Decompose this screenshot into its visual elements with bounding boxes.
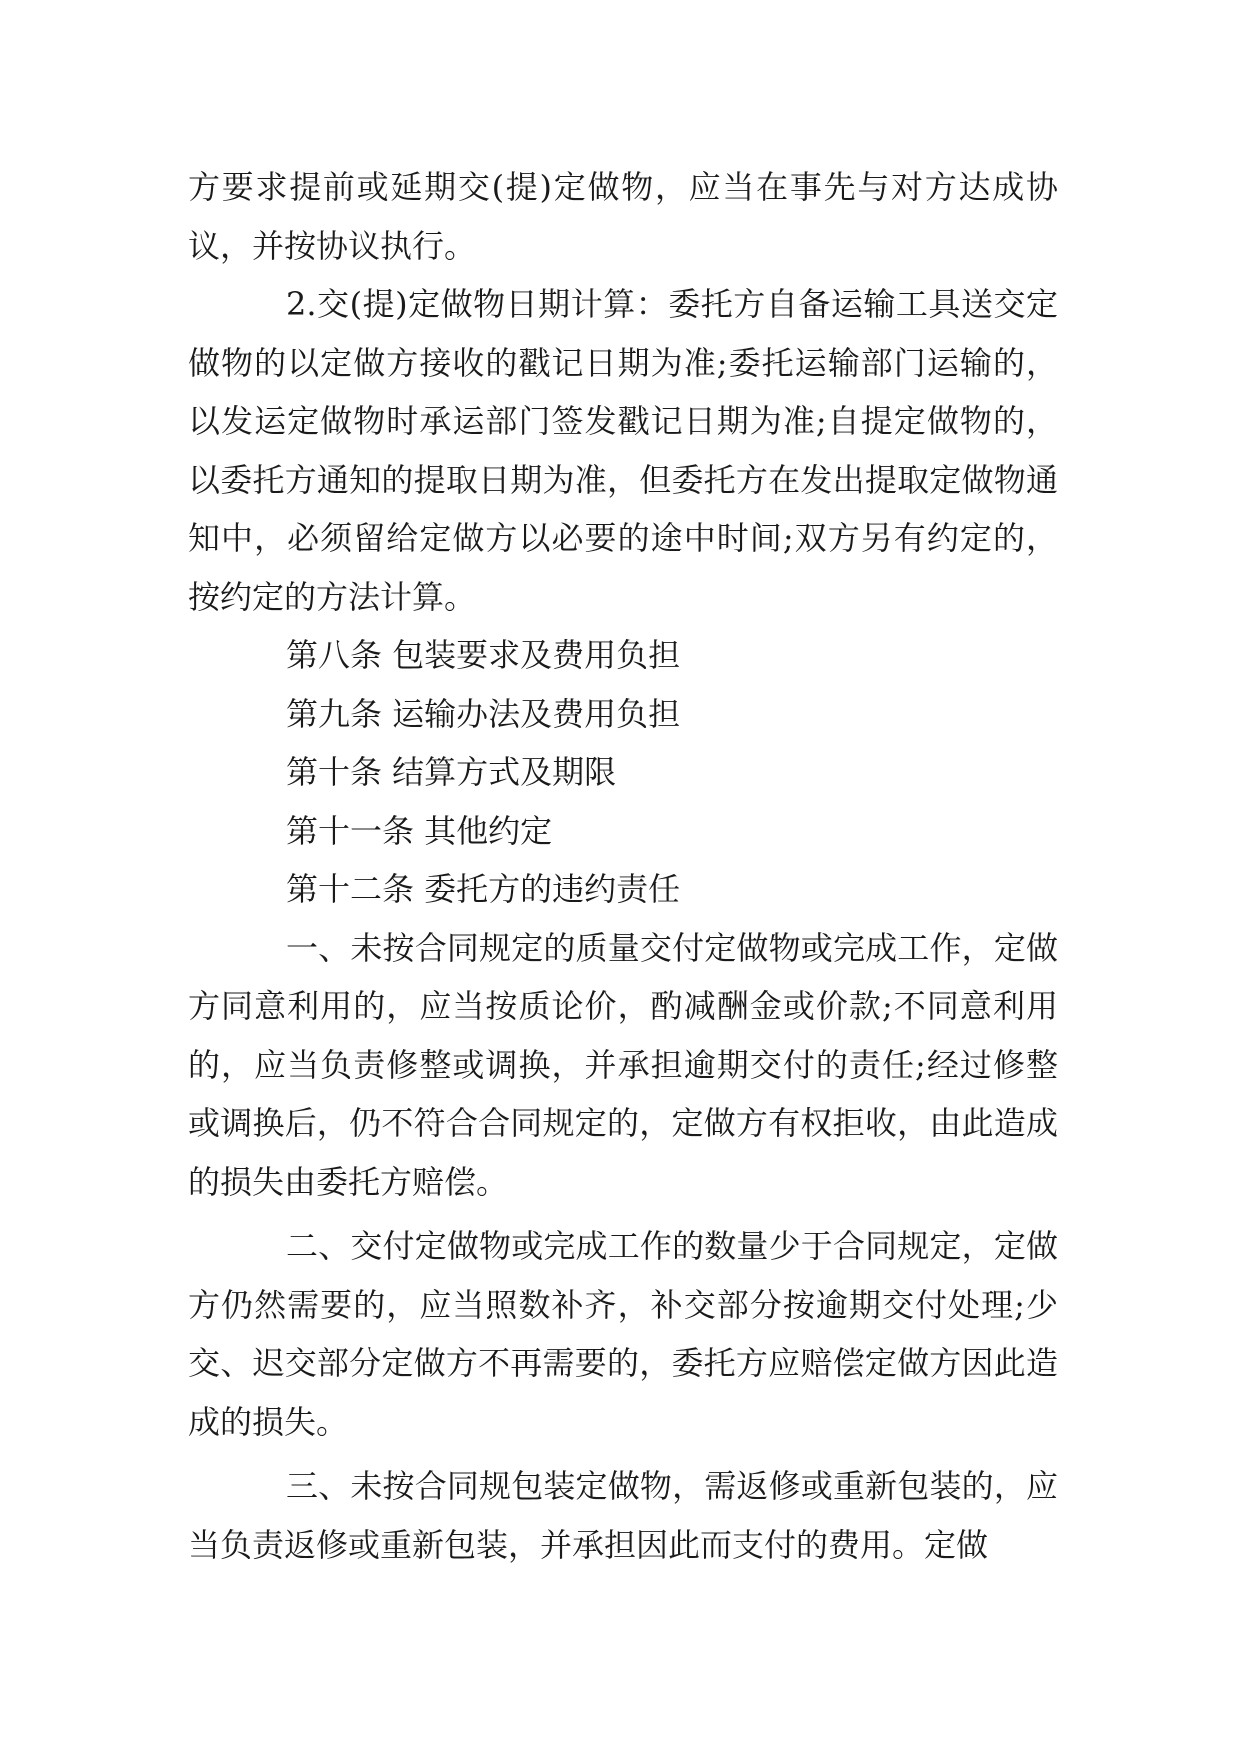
article-10-heading: 第十条 结算方式及期限 bbox=[286, 753, 617, 791]
document-body bbox=[188, 158, 1058, 1574]
clause-3-packaging: 三、未按合同规包装定做物，需返修或重新包装的，应当负责返修或重新包装，并承担因此而支付的费用。定做 bbox=[188, 1467, 1058, 1564]
article-11-heading: 第十一条 其他约定 bbox=[286, 811, 553, 850]
clause-2-quantity: 二、交付定做物或完成工作的数量少于合同规定，定做方仍然需要的，应当照数补齐，补交部分按逾期交付处理;少交、迟交部分定做方不再需要的，委托方应赔偿定做方因此造成的损失。 bbox=[188, 1227, 1058, 1441]
paragraph-continuation: 方要求提前或延期交(提)定做物，应当在事先与对方达成协议，并按协议执行。 bbox=[188, 168, 1058, 265]
clause-1-quality: 一、未按合同规定的质量交付定做物或完成工作，定做方同意利用的，应当按质论价，酌减酬金或价款;不同意利用的，应当负责修整或调换，并承担逾期交付的责任;经过修整或调换后，仍不符合合同规定的，定做方有权拒收，由此造成的损失由委托方赔偿。 bbox=[188, 928, 1058, 1201]
article-9-heading: 第九条 运输办法及费用负担 bbox=[286, 694, 681, 733]
article-8-heading: 第八条 包装要求及费用负担 bbox=[286, 636, 681, 674]
article-12-heading: 第十二条 委托方的违约责任 bbox=[286, 870, 681, 908]
paragraph-date-calculation: 2.交(提)定做物日期计算：委托方自备运输工具送交定做物的以定做方接收的戳记日期为准;委托运输部门运输的，以发运定做物时承运部门签发戳记日期为准;自提定做物的，以委托方通知的提取日期为准，但委托方在发出提取定做物通知中，必须留给定做方以必要的途中时间;双方另有约定的，按约定的方法计算。 bbox=[188, 285, 1058, 616]
